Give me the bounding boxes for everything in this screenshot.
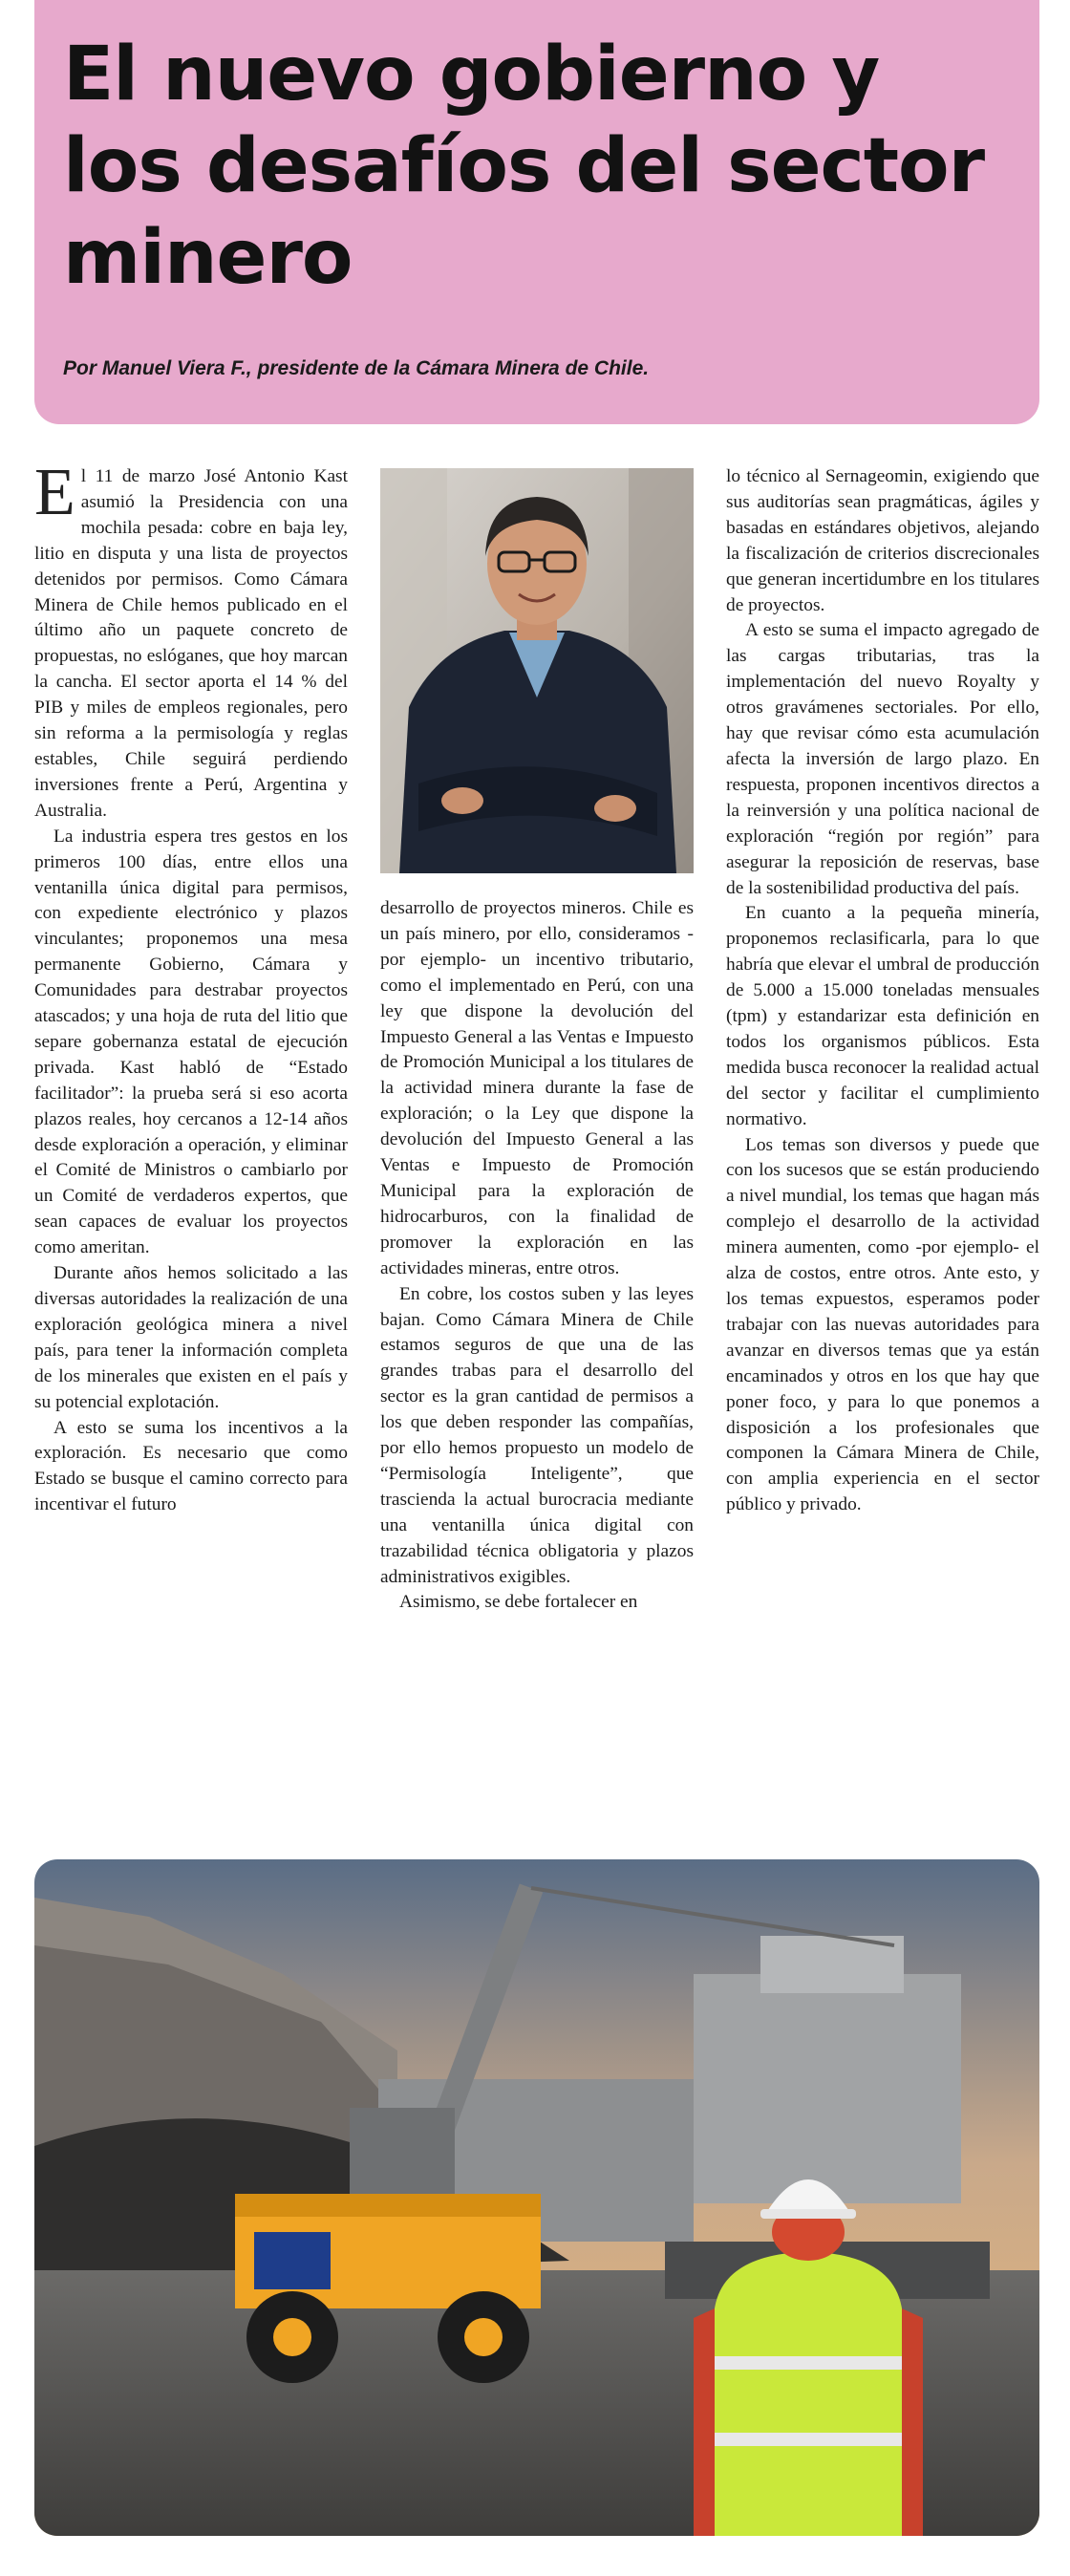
paragraph: desarrollo de proyectos mineros. Chile es un país minero, por ello, consideramos -por ejemplo- un incentivo tributario, como el implementado en Perú, con una ley que dispone la devolución del Impuesto General a las Ventas e Impuesto de Promoción Municipal a los titulares de la actividad minera durante la fase de exploración; o la Ley que dispone la devolución del Impuesto General a las Ventas e Impuesto de Promoción Municipal para la exploración de hidrocarburos, con la finalidad de promover la exploración en las actividades mineras, entre otros. bbox=[380, 898, 694, 1278]
paragraph: En cobre, los costos suben y las leyes bajan. Como Cámara Minera de Chile estamos seguros de que una de las grandes trabas para el desarrollo del sector es la gran cantidad de permisos a los que deben responder las compañías, por ello hemos propuesto un modelo de “Permisología Inteligente”, que trascienda la actual burocracia mediante una ventanilla única digital con trazabilidad técnica obligatoria y plazos administrativos exigibles. bbox=[380, 1283, 694, 1587]
paragraph: A esto se suma los incentivos a la exploración. Es necesario que como Estado se busque el camino correcto para incentivar el futuro bbox=[34, 1417, 348, 1515]
mining-site-photo bbox=[34, 1859, 1039, 2536]
paragraph: En cuanto a la pequeña minería, proponemos reclasificarla, para lo que habría que elevar el umbral de producción de 5.000 a 15.000 toneladas mensuales (tpm) y estandarizar esta definición en todos los organismos públicos. Esta medida busca reconocer la realidad actual del sector y facilitar el cumplimiento normativo. bbox=[726, 903, 1039, 1129]
article-column-2 bbox=[380, 896, 694, 1616]
paragraph: A esto se suma el impacto agregado de las cargas tributarias, tras la implementación del nuevo Royalty y otros gravámenes sectoriales. Por ello, hay que revisar cómo esta acumulación afecta la inversión de largo plazo. En respuesta, proponen incentivos directos a la reinversión y una política nacional de exploración “región por región” para asegurar la reposición de reservas, base de la sostenibilidad productiva del país. bbox=[726, 620, 1039, 898]
paragraph: Los temas son diversos y puede que con los sucesos que se están produciendo a nivel mundial, los temas que hagan más complejo el desarrollo de la actividad minera aumenten, como -por ejemplo- el alza de costos, entre otros. Ante esto, y los temas expuestos, esperamos poder trabajar con las nuevas autoridades para avanzar en diversos temas que ya están encaminados y otros en los que hay que poner foco, y para lo que ponemos a disposición a los profesionales que componen la Cámara Minera de Chile, con amplia experiencia en el sector público y privado. bbox=[726, 1134, 1039, 1515]
article-title: El nuevo gobierno y los desafíos del sector minero bbox=[63, 32, 985, 301]
article-byline: Por Manuel Viera F., presidente de la Cámara Minera de Chile. bbox=[63, 357, 650, 379]
paragraph: Asimismo, se debe fortalecer en bbox=[399, 1592, 638, 1613]
article-column-3 bbox=[726, 464, 1039, 1518]
paragraph: Durante años hemos solicitado a las diversas autoridades la realización de una exploración geológica minera a nivel país, para tener la información completa de los minerales que existen en el país y su potencial explotación. bbox=[34, 1263, 348, 1412]
paragraph: lo técnico al Sernageomin, exigiendo que sus auditorías sean pragmáticas, ágiles y basadas en estándares objetivos, alejando la fiscalización de criterios discrecionales que generan incertidumbre en los titulares de proyectos. bbox=[726, 466, 1039, 615]
drop-cap: E bbox=[34, 456, 75, 529]
paragraph: La industria espera tres gestos en los primeros 100 días, entre ellos una ventanilla única digital para permisos, con expediente electrónico y plazos vinculantes; proponemos una mesa permanente Gobierno, Cámara y Comunidades para destrabar proyectos atascados; y una hoja de ruta del litio que separe gobernanza estatal de ejecución privada. Kast habló de “Estado facilitador”: la prueba será si eso acorta plazos reales, hoy cercanos a 12-14 años desde exploración a operación, y eliminar el Comité de Ministros o cambiarlo por un Comité de verdaderos expertos, que sean capaces de evaluar los proyectos como ameritan. bbox=[34, 826, 348, 1258]
article-column-1 bbox=[34, 456, 348, 1518]
paragraph: l 11 de marzo José Antonio Kast asumió la Presidencia con una mochila pesada: cobre en baja ley, litio en disputa y una lista de proyectos detenidos por permisos. Como Cámara Minera de Chile hemos publicado en el último año un paquete concreto de propuestas, no eslóganes, que hoy marcan la cancha. El sector aporta el 14 % del PIB y miles de empleos regionales, pero sin reforma a la permisología y reglas estables, Chile seguirá perdiendo inversiones frente a Perú, Argentina y Australia. bbox=[34, 466, 348, 821]
author-portrait-photo bbox=[380, 468, 694, 873]
